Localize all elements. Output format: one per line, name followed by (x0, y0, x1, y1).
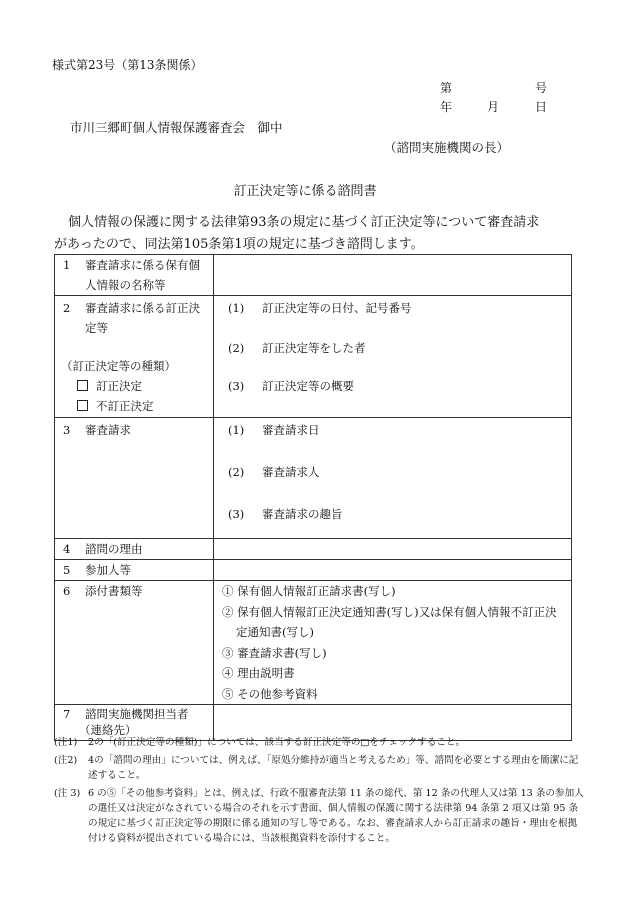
decision-kind-label: （訂正決定等の種類） (61, 359, 176, 373)
sender: （諮問実施機関の長） (384, 140, 510, 155)
attachment-item-5: ⑤ その他参考資料 (222, 686, 318, 701)
date-day: 日 (535, 100, 548, 114)
table-row (55, 581, 572, 705)
row5-number: 5 (63, 563, 71, 577)
table-row (55, 255, 572, 296)
row2-item1-number: (1) (228, 301, 245, 315)
form-number: 様式第23号（第13条関係） (52, 58, 203, 72)
row5-label-cell (55, 560, 214, 581)
row3-item2-text: 審査請求人 (262, 465, 320, 479)
non-correction-decision-option[interactable] (55, 396, 213, 416)
row7-number: 7 (63, 707, 71, 721)
row5-label: 参加人等 (85, 563, 131, 577)
table-row (55, 539, 572, 560)
notes-section (54, 735, 584, 846)
row4-number: 4 (63, 542, 71, 556)
row3-item3-number: (3) (228, 507, 245, 521)
checkbox-icon[interactable] (77, 380, 88, 391)
row2-item1-text: 訂正決定等の日付、記号番号 (262, 301, 412, 315)
row1-label-line2: 人情報の名称等 (85, 278, 166, 292)
correction-decision-label: 訂正決定 (96, 379, 142, 393)
row7-label-line2: （連絡先） (79, 723, 137, 737)
row2-item3-text: 訂正決定等の概要 (262, 379, 354, 393)
row6-number: 6 (63, 584, 71, 598)
doc-number-prefix: 第 (440, 81, 453, 95)
attachment-item-4: ④ 理由説明書 (222, 666, 295, 680)
table-row (55, 296, 572, 418)
table-row (55, 560, 572, 581)
row3-item1-text: 審査請求日 (262, 423, 320, 437)
note-2-label: (注2) (54, 755, 78, 766)
table-row (55, 418, 572, 539)
row1-number: 1 (63, 258, 71, 272)
row3-item3-text: 審査請求の趣旨 (262, 507, 343, 521)
row2-label-cell (55, 296, 214, 418)
note-1 (54, 735, 584, 750)
row3-label-cell (55, 418, 214, 539)
row2-item3-number: (3) (228, 379, 245, 393)
row4-label-cell (55, 539, 214, 560)
row3-item2-number: (2) (228, 465, 245, 479)
attachment-item-1: ① 保有個人情報訂正請求書(写し) (222, 584, 396, 598)
row4-value-cell[interactable] (214, 539, 572, 560)
row2-item2-text: 訂正決定等をした者 (262, 341, 366, 355)
intro-line-1: 個人情報の保護に関する法律第93条の規定に基づく訂正決定等について審査請求 (68, 215, 540, 230)
row2-label-line1: 審査請求に係る訂正決 (85, 301, 200, 315)
correction-decision-option[interactable] (55, 376, 213, 396)
inquiry-table (54, 254, 572, 741)
attachment-item-3: ③ 審査請求書(写し) (222, 645, 327, 660)
row3-value-cell (214, 418, 572, 539)
attachment-item-2-cont: 定通知書(写し) (236, 625, 314, 639)
note-3-text: 6 の⑤「その他参考資料」とは、例えば、行政不服審査法第 11 条の総代、第 12 条の代理人又は第 13 条の参加人の選任又は決定がなされている場合のそれを示す書面、個人情報の保護に関する法律第 94 条第 2 項又は第 95 条の規定に基づく訂正決定等の期限に係る通知の写し等である。なお、審査請求人から訂正請求の趣旨・理由を根拠付ける資料が提出されている場合には、当該根拠資料を添付すること。 (88, 788, 584, 844)
row6-value-cell (214, 581, 572, 705)
non-correction-decision-label: 不訂正決定 (96, 399, 154, 413)
row3-item1-number: (1) (228, 423, 245, 437)
row1-label-line1: 審査請求に係る保有個 (85, 258, 200, 272)
note-3 (54, 786, 584, 846)
row4-label: 諮問の理由 (85, 542, 143, 556)
row7-label-line1: 諮問実施機関担当者 (85, 707, 189, 721)
row2-label-line2: 定等 (85, 321, 108, 335)
document-title: 訂正決定等に係る諮問書 (233, 184, 377, 199)
row6-label: 添付書類等 (85, 584, 143, 598)
note-1-label: (注1) (54, 737, 78, 748)
row2-number: 2 (63, 301, 71, 315)
note-1-text: 2の「(訂正決定等の種類)」については、該当する訂正決定等の□をチェックすること。 (88, 737, 466, 748)
note-3-label: (注 3) (54, 788, 81, 799)
date-month: 月 (487, 100, 500, 114)
addressee: 市川三郷町個人情報保護審査会 御中 (70, 120, 283, 135)
note-2-text: 4の「諮問の理由」については、例えば、「原処分維持が適当と考えるため」等、諮問を必要とする理由を簡潔に記述すること。 (88, 755, 579, 781)
intro-line-2: があったので、同法第105条第1項の規定に基づき諮問します。 (54, 237, 424, 252)
intro-paragraph (54, 212, 574, 256)
note-2 (54, 753, 584, 783)
row1-value-cell[interactable] (214, 255, 572, 296)
row3-number: 3 (63, 423, 71, 437)
row3-label: 審査請求 (85, 423, 131, 437)
row6-label-cell (55, 581, 214, 705)
checkbox-icon[interactable] (77, 400, 88, 411)
row2-value-cell (214, 296, 572, 418)
doc-number-suffix: 号 (535, 81, 548, 95)
row5-value-cell[interactable] (214, 560, 572, 581)
date-year: 年 (440, 100, 453, 114)
row1-label-cell (55, 255, 214, 296)
row2-item2-number: (2) (228, 341, 245, 355)
attachment-item-2: ② 保有個人情報訂正決定通知書(写し)又は保有個人情報不訂正決 (222, 604, 557, 619)
